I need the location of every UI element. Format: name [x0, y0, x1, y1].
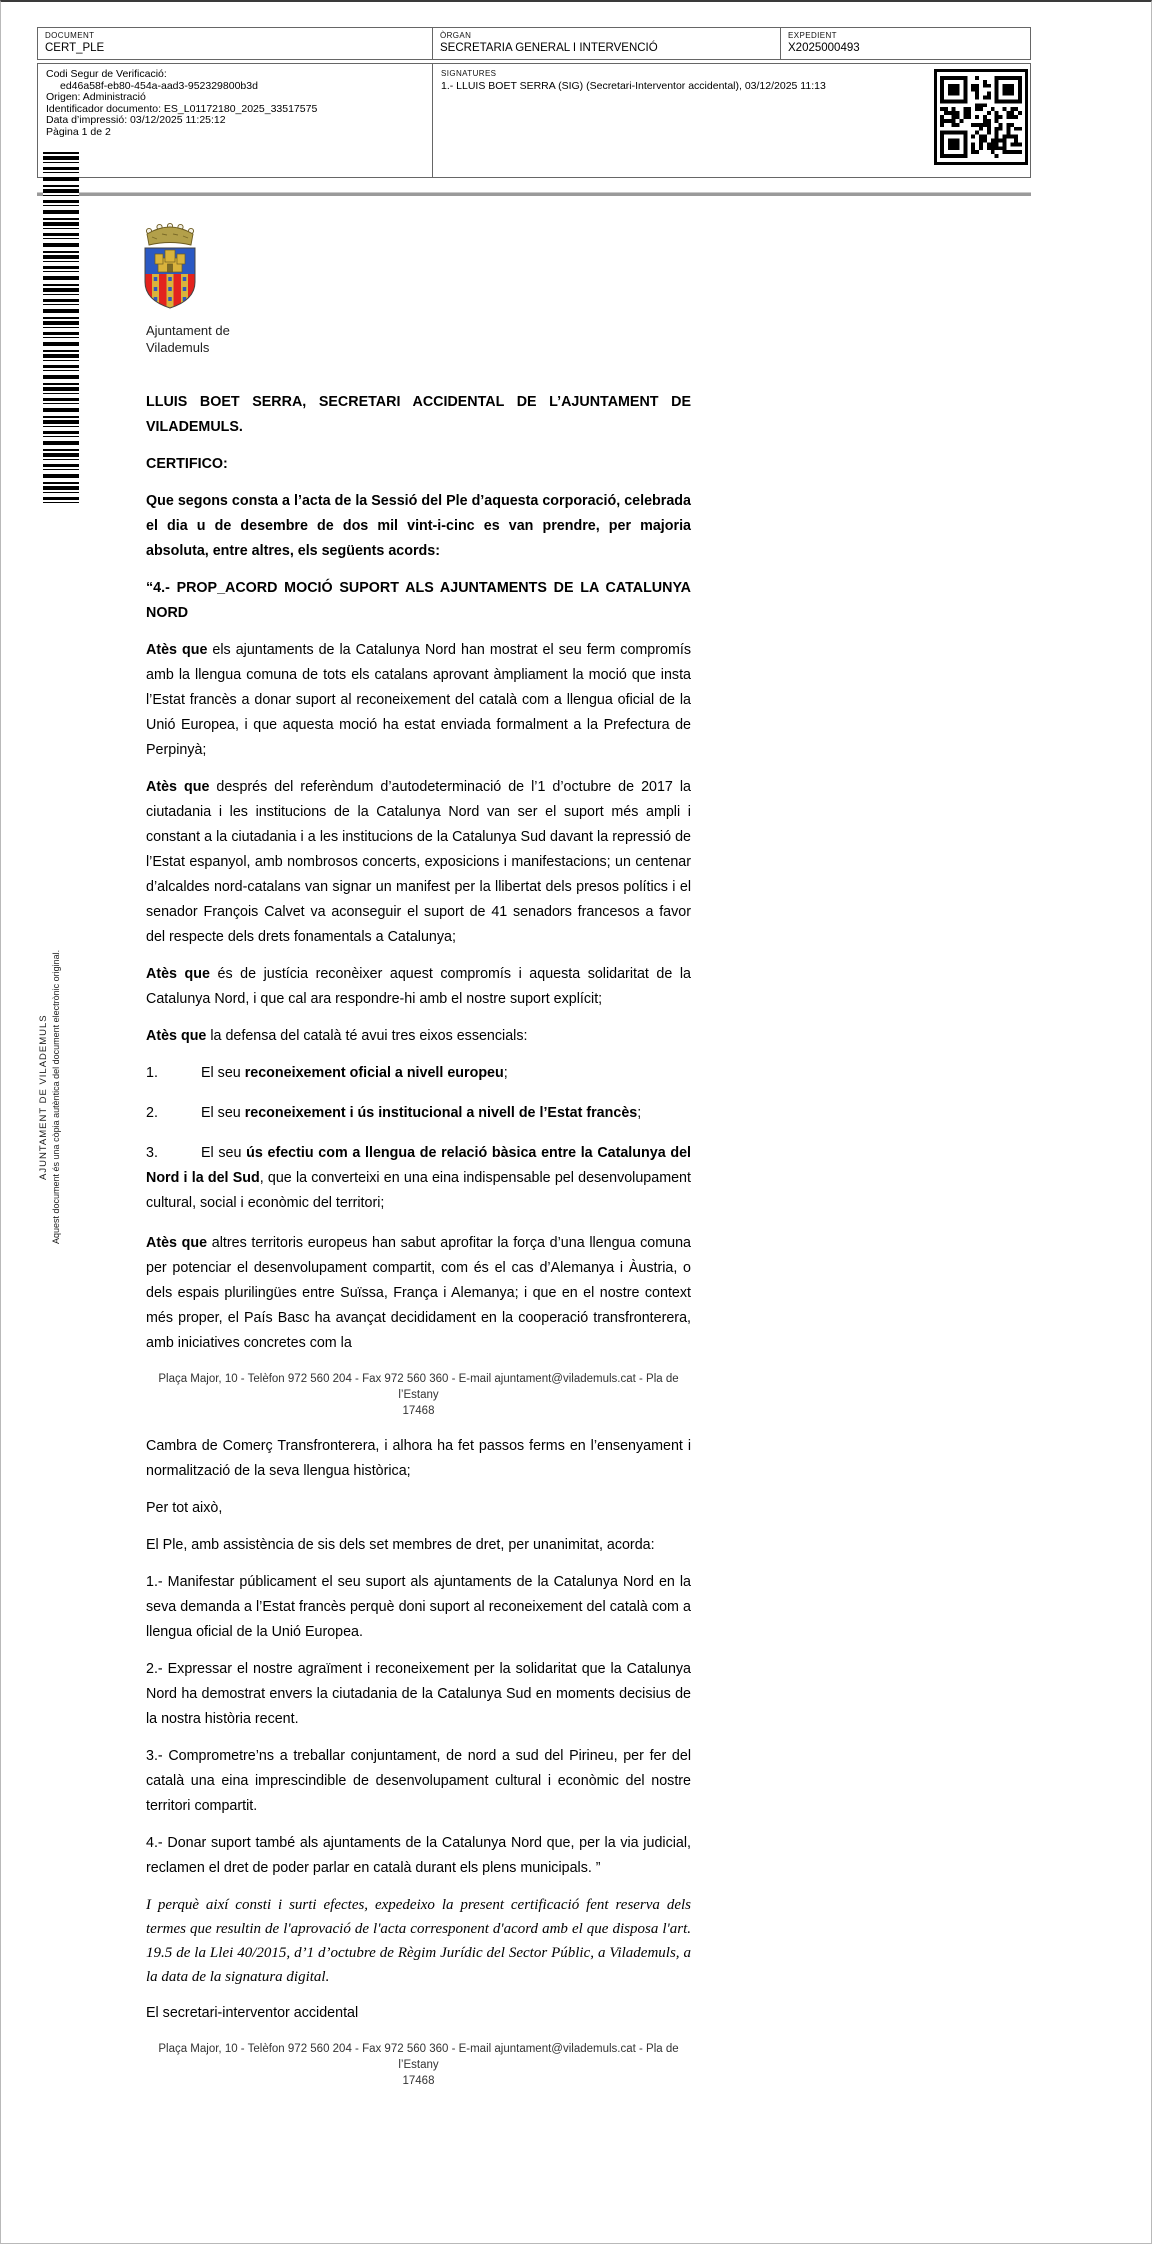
- closing-paragraph: I perquè així consti i surti efectes, expedeixo la present certificació fent reserva dels termes que resultin de l'aprovació de l'acta corresponent d'acord amb el que disposa l'art. 19.5 de la Llei 40/2015, d’1 d’octubre de Règim Jurídic del Sector Públic, a Vilademuls, a la data de la signatura digital.: [146, 1897, 691, 1985]
- footer-address-2: [146, 2041, 691, 2089]
- ates-text: els ajuntaments de la Catalunya Nord han mostrat el seu ferm compromís amb la llengua comuna de tots els catalans aprovant àmpliament la moció que insta l’Estat francès a donar suport al reconeixement del català com a llengua oficial de la Unió Europea, i que aquesta moció ha estat enviada formalment a la Prefectura de Perpinyà;: [146, 642, 692, 758]
- org-name: [146, 322, 230, 356]
- ates-paragraph-4: [146, 1024, 691, 1049]
- list-bold-text: ús efectiu com a llengua de relació bàsica entre la Catalunya del Nord i la del Sud: [146, 1145, 691, 1186]
- org-name-line2: Vilademuls: [146, 340, 210, 355]
- intro-paragraph: Que segons consta a l’acta de la Sessió del Ple d’aquesta corporació, celebrada el dia u de desembre de dos mil vint-i-cinc es van prendre, per majoria absoluta, entre altres, els següents acords:: [146, 493, 691, 559]
- signatures-label: SIGNATURES: [441, 69, 497, 78]
- list-text: El seu: [201, 1105, 245, 1121]
- header-table: [37, 27, 1031, 60]
- list-number: 2.: [146, 1105, 158, 1121]
- origin-line: Origen: Administració: [46, 91, 146, 103]
- identifier-line: Identificador documento: ES_L01172180_2025_33517575: [46, 102, 318, 115]
- acord-paragraph-3: 3.- Comprometre’ns a treballar conjuntament, de nord a sud del Pirineu, per fer del català una eina imprescindible de desenvolupament cultural i econòmic del nostre territori compartit.: [146, 1748, 691, 1814]
- list-text: El seu: [201, 1145, 247, 1161]
- list-text-post: ;: [503, 1065, 508, 1081]
- header-field-document: [38, 28, 432, 59]
- csv-label: Codi Segur de Verificació:: [46, 68, 167, 80]
- list-bold-text: reconeixement i ús institucional a nivell de l’Estat francès: [244, 1105, 638, 1121]
- list-text-post: , que la converteixi en una eina indispensable pel desenvolupament cultural, social i econòmic del territori;: [146, 1170, 691, 1211]
- signature-entry: 1.- LLUIS BOET SERRA (SIG) (Secretari-Interventor accidental), 03/12/2025 11:13: [441, 80, 826, 92]
- signature-role-line: El secretari-interventor accidental: [146, 2005, 359, 2021]
- motion-point-1: [146, 1061, 691, 1086]
- verification-box: [38, 64, 432, 177]
- organ-label: ÒRGAN: [440, 31, 472, 40]
- signatures-box: [432, 64, 1030, 177]
- ates-paragraph-2: [146, 775, 691, 950]
- document-body: [146, 390, 691, 2104]
- ates-lead: Atès que: [146, 966, 210, 982]
- ates-paragraph-3: [146, 962, 691, 1012]
- footer-contact-line: Plaça Major, 10 - Telèfon 972 560 204 - Fax 972 560 360 - E-mail ajuntament@vilademuls.cat - Pla de l’Estany: [158, 1373, 679, 1401]
- side-org-line: AJUNTAMENT DE VILADEMULS: [38, 1014, 49, 1180]
- verification-signatures-table: [37, 63, 1031, 178]
- coat-of-arms-graphic: [142, 218, 198, 318]
- list-text-post: ;: [637, 1105, 642, 1121]
- print-date-line: Data d’impressió: 03/12/2025 11:25:12: [46, 114, 226, 126]
- certifico-heading: CERTIFICO:: [146, 456, 228, 472]
- motion-heading: “4.- PROP_ACORD MOCIÓ SUPORT ALS AJUNTAMENTS DE LA CATALUNYA NORD: [146, 580, 691, 621]
- list-text: El seu: [201, 1065, 245, 1081]
- footer-address-1: [146, 1371, 691, 1419]
- per-tot-paragraph: Per tot això,: [146, 1500, 223, 1516]
- ates-text: altres territoris europeus han sabut aprofitar la força d’una llengua comuna per potenciar el desenvolupament compartit, com és el cas d’Alemanya i Àustria, o dels espais plurilingües entre Suïssa, França i Alemanya; i que en el nostre context més proper, el País Basc ha avançat decididament en la cooperació transfronterera, amb iniciatives concretes com la: [146, 1235, 691, 1351]
- list-bold-text: reconeixement oficial a nivell europeu: [244, 1065, 504, 1081]
- list-number: 1.: [146, 1065, 158, 1081]
- side-vertical-text: [37, 857, 62, 1337]
- acord-paragraph-1: 1.- Manifestar públicament el seu suport als ajuntaments de la Catalunya Nord en la seva demanda a l’Estat francès perquè doni suport al reconeixement del català com a llengua oficial de la Unió Europea.: [146, 1574, 691, 1640]
- ates-paragraph-1: [146, 638, 691, 763]
- continuation-paragraph: Cambra de Comerç Transfronterera, i alhora ha fet passos ferms en l’ensenyament i normalització de la seva llengua històrica;: [146, 1438, 691, 1479]
- ates-lead: Atès que: [146, 779, 210, 795]
- footer-contact-line: Plaça Major, 10 - Telèfon 972 560 204 - Fax 972 560 360 - E-mail ajuntament@vilademuls.cat - Pla de l’Estany: [158, 2043, 679, 2071]
- acord-paragraph-4: 4.- Donar suport també als ajuntaments de la Catalunya Nord que, per la via judicial, reclamen el dret de poder parlar en català durant els plens municipals. ”: [146, 1835, 691, 1876]
- header-field-expedient: [780, 28, 1030, 59]
- header-separator: [37, 192, 1031, 196]
- ple-paragraph: El Ple, amb assistència de sis dels set membres de dret, per unanimitat, acorda:: [146, 1537, 655, 1553]
- organ-value: SECRETARIA GENERAL I INTERVENCIÓ: [440, 42, 658, 54]
- document-label: DOCUMENT: [45, 31, 95, 40]
- csv-value: ed46a58f-eb80-454a-aad3-952329800b3d: [60, 79, 258, 92]
- motion-point-2: [146, 1101, 691, 1126]
- barcode: [43, 152, 79, 504]
- ates-paragraph-5: [146, 1231, 691, 1356]
- ates-lead: Atès que: [146, 642, 208, 658]
- header-field-organ: [432, 28, 780, 59]
- ates-text: és de justícia reconèixer aquest compromís i aquesta solidaritat de la Catalunya Nord, i que cal ara respondre-hi amb el nostre suport explícit;: [146, 966, 691, 1007]
- org-name-line1: Ajuntament de: [146, 323, 230, 338]
- document-value: CERT_PLE: [45, 42, 105, 54]
- ates-text: la defensa del català té avui tres eixos essencials:: [206, 1028, 528, 1044]
- motion-point-3: [146, 1141, 691, 1216]
- ates-text: després del referèndum d’autodeterminació de l’1 d’octubre de 2017 la ciutadania i les institucions de la Catalunya Nord van ser el suport més ampli i constant a la ciutadania i a les institucions de la Catalunya Sud davant la repressió de l’Estat espanyol, amb nombrosos concerts, exposicions i manifestacions; un centenar d’alcaldes nord-catalans van signar un manifest per la llibertat dels presos polítics i el senador François Calvet va aconseguir el suport de 41 senadors francesos a favor del respecte dels drets fonamentals a Catalunya;: [146, 779, 691, 945]
- ates-lead: Atès que: [146, 1235, 208, 1251]
- page-title: LLUIS BOET SERRA, SECRETARI ACCIDENTAL DE L’AJUNTAMENT DE VILADEMULS.: [146, 394, 691, 435]
- page-count-line: Pàgina 1 de 2: [46, 125, 111, 138]
- side-authenticity-line: Aquest document és una còpia autèntica del document electrònic original.: [51, 949, 61, 1245]
- footer-postal-code: 17468: [402, 1405, 435, 1417]
- coat-of-arms: [142, 218, 198, 318]
- list-number: 3.: [146, 1145, 158, 1161]
- expedient-value: X2025000493: [788, 42, 860, 54]
- qr-code: [934, 69, 1028, 165]
- expedient-label: EXPEDIENT: [788, 31, 837, 40]
- ates-lead: Atès que: [146, 1028, 207, 1044]
- acord-paragraph-2: 2.- Expressar el nostre agraïment i reconeixement per la solidaritat que la Catalunya Nord ha demostrat envers la ciutadania de la Catalunya Sud en moments decisius de la nostra història recent.: [146, 1661, 691, 1727]
- footer-postal-code: 17468: [402, 2075, 435, 2087]
